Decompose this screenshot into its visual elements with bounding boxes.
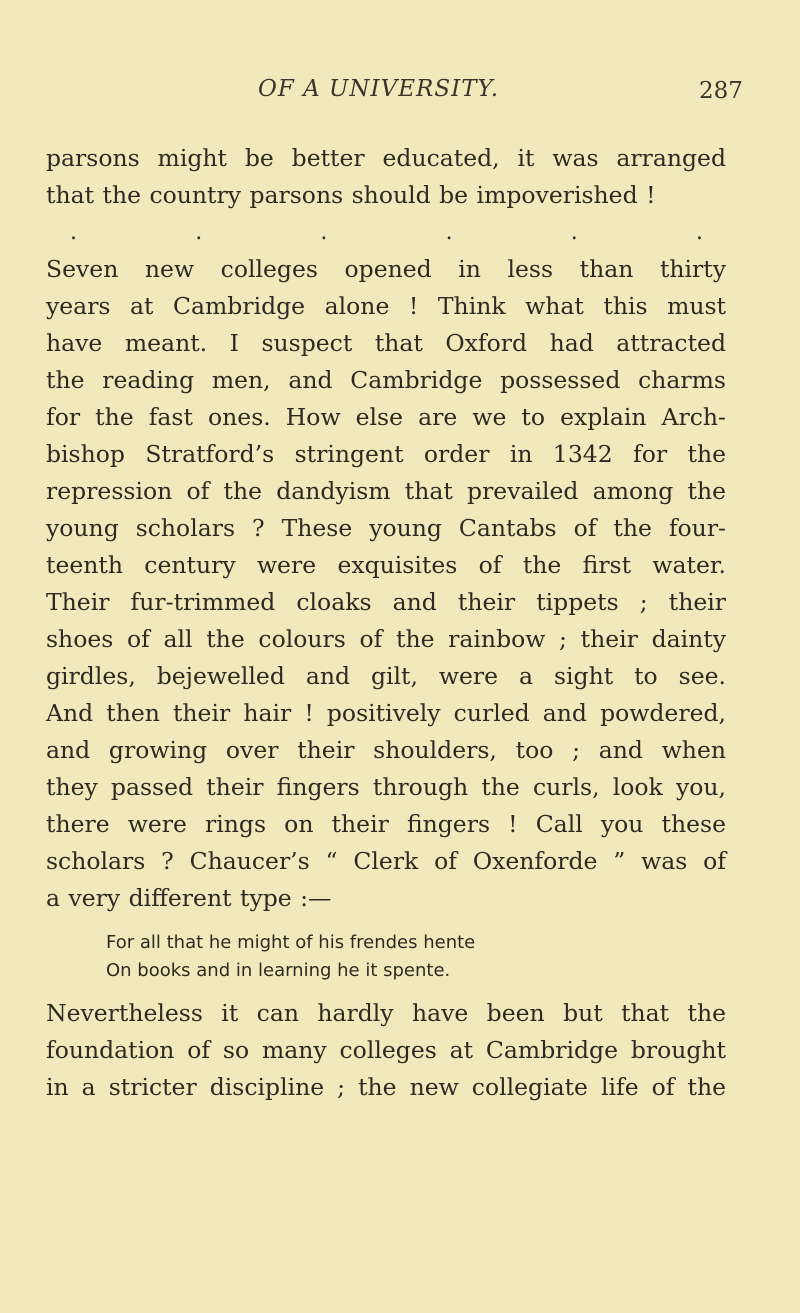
paragraph-1 bbox=[46, 140, 726, 214]
text-line: they passed their fingers through the curls, look you, bbox=[46, 773, 726, 801]
text-line: teenth century were exquisites of the first water. bbox=[46, 551, 726, 579]
text-line: Nevertheless it can hardly have been but that the bbox=[46, 999, 726, 1027]
ellipsis-dot: . bbox=[195, 220, 203, 245]
verse-line: For all that he might of his frendes hente bbox=[106, 932, 476, 953]
ellipsis-dot: . bbox=[570, 220, 578, 245]
text-line: have meant. I suspect that Oxford had attracted bbox=[46, 329, 726, 357]
paragraph-3 bbox=[46, 995, 726, 1106]
text-line: the reading men, and Cambridge possessed charms bbox=[46, 366, 726, 394]
text-line: that the country parsons should be impoverished ! bbox=[46, 181, 656, 209]
text-line: for the fast ones. How else are we to explain Arch- bbox=[46, 403, 726, 431]
text-line: there were rings on their fingers ! Call you these bbox=[46, 810, 726, 838]
verse-line: On books and in learning he it spente. bbox=[106, 960, 451, 981]
text-line: Their fur-trimmed cloaks and their tippets ; their bbox=[46, 588, 726, 616]
text-line: Seven new colleges opened in less than thirty bbox=[46, 255, 726, 283]
text-line: and growing over their shoulders, too ; and when bbox=[46, 736, 726, 764]
page-header bbox=[0, 76, 800, 116]
text-line: a very different type :— bbox=[46, 884, 332, 912]
running-title: OF A UNIVERSITY. bbox=[258, 76, 500, 102]
ellipsis-dot: . bbox=[70, 220, 77, 245]
text-line: foundation of so many colleges at Cambridge brought bbox=[46, 1036, 726, 1064]
text-line: And then their hair ! positively curled and powdered, bbox=[46, 699, 726, 727]
text-line: years at Cambridge alone ! Think what this must bbox=[46, 292, 726, 320]
text-line: shoes of all the colours of the rainbow ; their dainty bbox=[46, 625, 726, 653]
text-line: bishop Stratford’s stringent order in 1342 for the bbox=[46, 440, 726, 468]
body-text bbox=[46, 140, 726, 1106]
text-line: girdles, bejewelled and gilt, were a sight to see. bbox=[46, 662, 726, 690]
text-line: scholars ? Chaucer’s “ Clerk of Oxenforde ” was of bbox=[46, 847, 726, 875]
text-line: repression of the dandyism that prevailed among the bbox=[46, 477, 726, 505]
ellipsis-dot: . bbox=[445, 220, 453, 245]
paragraph-2 bbox=[46, 251, 726, 917]
ellipsis-dot: . bbox=[695, 220, 703, 245]
page-number: 287 bbox=[699, 78, 743, 104]
verse-quote bbox=[46, 929, 726, 985]
text-line: parsons might be better educated, it was arranged bbox=[46, 144, 726, 172]
text-line: young scholars ? These young Cantabs of the four- bbox=[46, 514, 726, 542]
ellipsis-row bbox=[46, 214, 726, 251]
ellipsis-dot: . bbox=[320, 220, 328, 245]
text-line: in a stricter discipline ; the new collegiate life of the bbox=[46, 1073, 726, 1101]
